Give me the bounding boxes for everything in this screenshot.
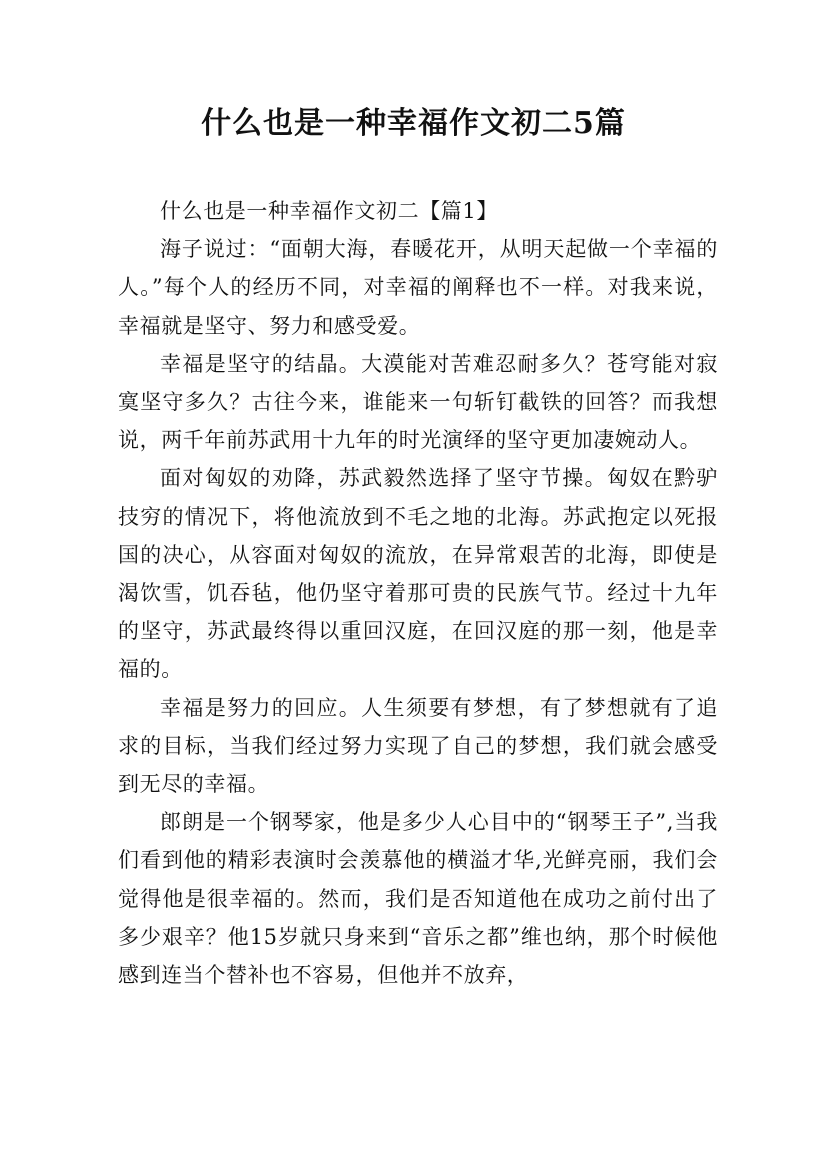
paragraph: 幸福是努力的回应。人生须要有梦想，有了梦想就有了追求的目标，当我们经过努力实现了自己的梦想，我们就会感受到无尽的幸福。 — [118, 695, 718, 797]
paragraph: 幸福是坚守的结晶。大漠能对苦难忍耐多久？苍穹能对寂寞坚守多久？古往今来，谁能来一句斩钉截铁的回答？而我想说，两千年前苏武用十九年的时光演绎的坚守更加凄婉动人。 — [118, 351, 718, 453]
paragraph: 郎朗是一个钢琴家，他是多少人心目中的“钢琴王子”,当我们看到他的精彩表演时会羡慕他的横溢才华,光鲜亮丽，我们会觉得他是很幸福的。然而，我们是否知道他在成功之前付出了多少艰辛？他15岁就只身来到“音乐之都”维也纳，那个时候他感到连当个替补也不容易，但他并不放弃， — [118, 810, 718, 988]
paragraph: 面对匈奴的劝降，苏武毅然选择了坚守节操。匈奴在黔驴技穷的情况下，将他流放到不毛之地的北海。苏武抱定以死报国的决心，从容面对匈奴的流放，在异常艰苦的北海，即使是渴饮雪，饥吞毡，他仍坚守着那可贵的民族气节。经过十九年的坚守，苏武最终得以重回汉庭，在回汉庭的那一刻，他是幸福的。 — [118, 466, 718, 682]
document-title: 什么也是一种幸福作文初二5篇 — [201, 106, 626, 141]
paragraph-section-heading: 什么也是一种幸福作文初二【篇1】 — [160, 199, 498, 223]
paragraph: 海子说过：“面朝大海，春暖花开，从明天起做一个幸福的人。”每个人的经历不同，对幸福的阐释也不一样。对我来说，幸福就是坚守、努力和感受爱。 — [118, 237, 718, 338]
document-body — [118, 192, 718, 994]
